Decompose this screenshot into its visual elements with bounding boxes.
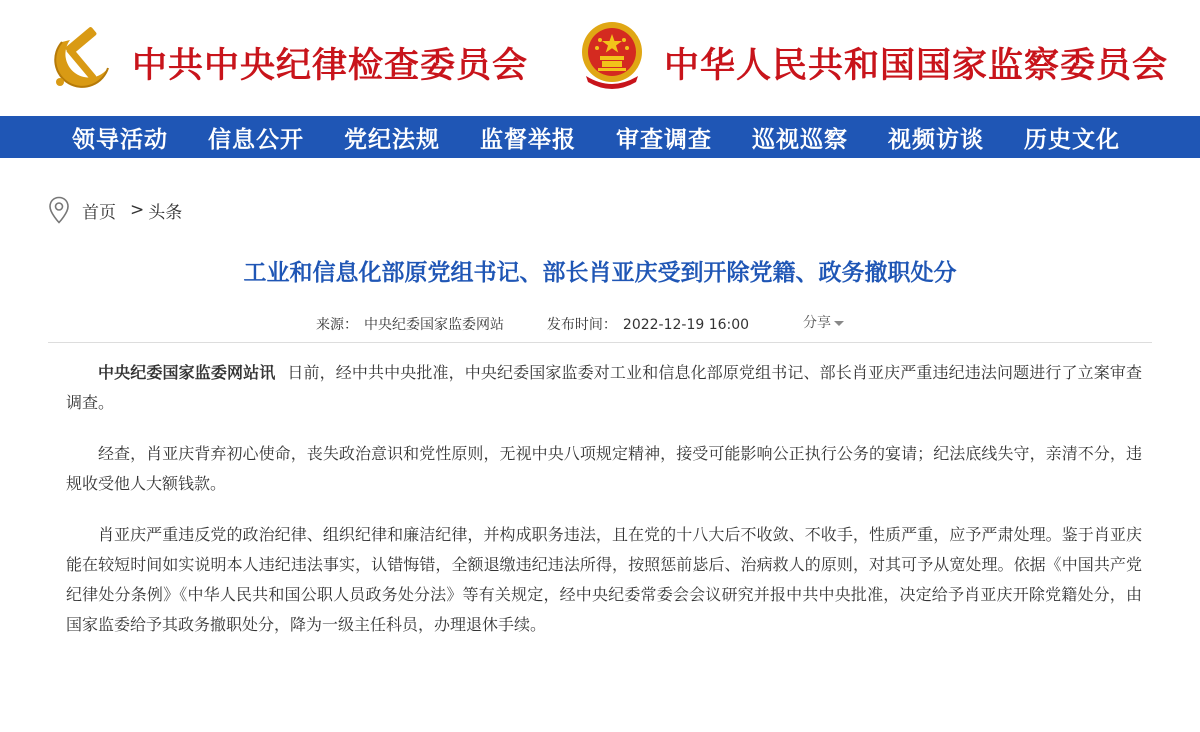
share-button[interactable]: [803, 312, 844, 332]
hammer-sickle-icon[interactable]: [48, 22, 120, 88]
paragraph: [66, 358, 1142, 418]
source-label: 来源：: [316, 317, 358, 333]
publish-time-label: 发布时间：: [546, 317, 617, 333]
breadcrumb-home[interactable]: 首页: [82, 202, 116, 223]
nav-item-inspection[interactable]: 巡视巡察: [752, 125, 848, 153]
party-commission-title[interactable]: 中共中央纪律检查委员会: [132, 45, 529, 86]
paragraph-text: 日前，经中共中央批准，中央纪委国家监委对工业和信息化部原党组书记、部长肖亚庆严重违纪违法问题进行了立案审查调查。: [66, 363, 1142, 412]
divider: [48, 342, 1152, 343]
location-pin-icon: [48, 196, 70, 224]
article-title: 工业和信息化部原党组书记、部长肖亚庆受到开除党籍、政务撤职处分: [243, 260, 957, 286]
site-header: [0, 0, 1200, 116]
share-label: 分享: [803, 315, 831, 331]
article-body: [66, 358, 1142, 661]
nav-item-history[interactable]: 历史文化: [1024, 125, 1120, 153]
source-value: 中央纪委国家监委网站: [364, 317, 504, 333]
breadcrumb-separator: >: [130, 200, 145, 220]
nav-item-report[interactable]: 监督举报: [480, 125, 576, 153]
article-meta: [316, 314, 749, 334]
nav-item-video[interactable]: 视频访谈: [888, 125, 984, 153]
state-commission-title[interactable]: 中华人民共和国国家监察委员会: [664, 45, 1169, 86]
publish-time-value: 2022-12-19 16:00: [622, 317, 750, 333]
main-nav: [0, 116, 1200, 158]
nav-item-info-disclosure[interactable]: 信息公开: [208, 125, 304, 153]
nav-item-leadership[interactable]: 领导活动: [72, 125, 168, 153]
lead-source: 中央纪委国家监委网站讯: [98, 363, 276, 382]
national-emblem-icon[interactable]: [576, 18, 648, 92]
nav-item-investigation[interactable]: 审查调查: [616, 125, 712, 153]
chevron-down-icon: [834, 321, 844, 326]
nav-item-regulations[interactable]: 党纪法规: [344, 125, 440, 153]
breadcrumb-current[interactable]: 头条: [148, 202, 183, 223]
paragraph: 经查，肖亚庆背弃初心使命，丧失政治意识和党性原则，无视中央八项规定精神，接受可能影响公正执行公务的宴请；纪法底线失守，亲清不分，违规收受他人大额钱款。: [66, 444, 1142, 493]
breadcrumb: [48, 196, 182, 224]
paragraph: 肖亚庆严重违反党的政治纪律、组织纪律和廉洁纪律，并构成职务违法，且在党的十八大后不收敛、不收手，性质严重，应予严肃处理。鉴于肖亚庆能在较短时间如实说明本人违纪违法事实，认错悔错，全额退缴违纪违法所得，按照惩前毖后、治病救人的原则，对其可予从宽处理。依据《中国共产党纪律处分条例》《中华人民共和国公职人员政务处分法》等有关规定，经中央纪委常委会会议研究并报中共中央批准，决定给予肖亚庆开除党籍处分，由国家监委给予其政务撤职处分，降为一级主任科员，办理退休手续。: [66, 525, 1142, 634]
